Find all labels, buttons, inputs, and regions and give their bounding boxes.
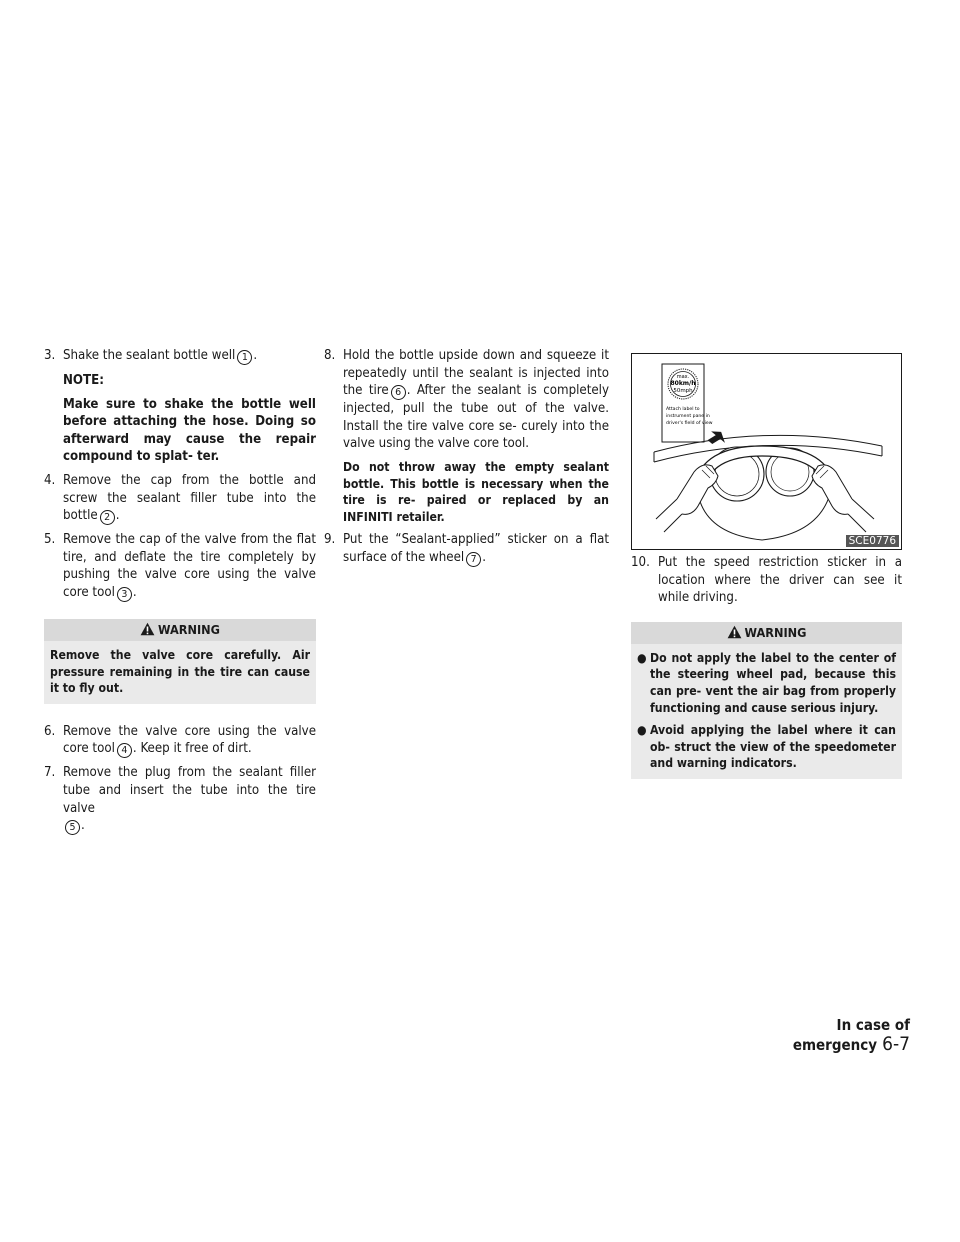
- step-number: 6.: [44, 723, 56, 739]
- sticker-mph: 50mph: [673, 388, 693, 394]
- step-5: 5. Remove the cap of the valve from the flat tire, and deflate the tire completely by pushing the valve core using the valve core tool 3 .: [44, 532, 316, 600]
- step-7: 7. Remove the plug from the sealant filler tube and insert the tube into the tire valve 5 .: [44, 765, 316, 834]
- step-3: 3. Shake the sealant bottle well 1 . NOTE: Make sure to shake the bottle well before attaching the hose. Doing so afterward may cause the repair compound to splat- ter.: [44, 348, 316, 465]
- warning-list: [631, 644, 902, 779]
- step-number: 10.: [631, 555, 650, 570]
- step-number: 7.: [44, 765, 56, 781]
- step-text: Remove the plug from the sealant filler tube and insert the tube into the tire valve: [63, 765, 316, 816]
- middle-column: [324, 347, 609, 573]
- page-number: 6-7: [882, 1032, 910, 1055]
- sticker-kmh: 80km/h: [670, 380, 696, 387]
- warning-box-2: [631, 622, 902, 779]
- callout-5: 5: [65, 820, 80, 835]
- warning-header: [44, 619, 316, 641]
- left-column: [44, 347, 316, 841]
- bullet-icon: ●: [637, 650, 647, 665]
- sticker-note-3: driver's field of view: [666, 421, 713, 426]
- steering-wheel-illustration: [632, 354, 903, 551]
- page-footer: [730, 1017, 910, 1055]
- note-text: Make sure to shake the bottle well before attaching the hose. Doing so afterward may cause the repair compound to splat- ter.: [63, 396, 316, 465]
- step-text: Put the “Sealant-applied” sticker on a flat surface of the wheel: [343, 532, 609, 565]
- step-number: 5.: [44, 532, 56, 548]
- callout-4: 4: [117, 743, 132, 758]
- step-6: 6. Remove the valve core using the valve core tool 4 . Keep it free of dirt.: [44, 723, 316, 757]
- callout-1: 1: [237, 350, 252, 365]
- step-text: Remove the valve core using the valve core tool: [63, 723, 316, 757]
- warning-bullet: ● Avoid applying the label where it can ob- struct the view of the speedometer and warning indicators.: [637, 723, 896, 771]
- step-text: Put the speed restriction sticker in a location where the driver can see it while driving.: [658, 555, 902, 606]
- step-number: 8.: [324, 348, 336, 363]
- warning-icon: [727, 625, 742, 639]
- callout-7: 7: [466, 552, 481, 567]
- step-10: [631, 554, 902, 607]
- callout-6: 6: [391, 385, 406, 400]
- step-text: Hold the bottle upside down and squeeze it repeatedly until the sealant is injected into the tire: [343, 348, 609, 399]
- warning-header: [631, 622, 902, 644]
- step-8: 8. Hold the bottle upside down and squeeze it repeatedly until the sealant is injected into the tire 6 . After the sealant is completely injected, pull the tube out of the valve. Install the tire valve core se- curely into the valve using the valve core tool. Do not throw away the empty sealant bottle. This bottle is necessary when the tire is re- paired or replaced by an INFINITI retailer.: [324, 348, 609, 524]
- step-number: 3.: [44, 348, 56, 363]
- step-number: 9.: [324, 532, 336, 548]
- figure-code: SCE0776: [846, 535, 899, 547]
- bottle-note: Do not throw away the empty sealant bottle. This bottle is necessary when the tire is re- paired or replaced by an INFINITI retailer.: [343, 459, 609, 524]
- step-text: Shake the sealant bottle well: [63, 348, 236, 363]
- bullet-icon: ●: [637, 723, 647, 738]
- warning-text: Remove the valve core carefully. Air pressure remaining in the tire can cause it to fly out.: [50, 647, 310, 696]
- warning-label: WARNING: [744, 624, 807, 640]
- callout-3: 3: [117, 587, 132, 602]
- speed-sticker-figure: [631, 353, 902, 550]
- callout-2: 2: [100, 510, 115, 525]
- sticker-max: max.: [676, 374, 690, 380]
- warning-label: WARNING: [158, 621, 220, 637]
- note-label: NOTE:: [63, 373, 104, 388]
- step-text: Remove the cap from the bottle and screw the sealant filler tube into the bottle: [63, 472, 316, 524]
- warning-box: [44, 619, 316, 704]
- step-9: 9. Put the “Sealant-applied” sticker on a flat surface of the wheel 7 .: [324, 532, 609, 565]
- sticker-note-1: Attach label to: [666, 407, 700, 412]
- step-number: 4.: [44, 472, 56, 488]
- step-4: 4. Remove the cap from the bottle and screw the sealant filler tube into the bottle 2 .: [44, 472, 316, 524]
- warning-bullet: ● Do not apply the label to the center of the steering wheel pad, because this can pre- vent the air bag from properly functioning and cause serious injury.: [637, 650, 896, 715]
- step-text: Remove the cap of the valve from the flat tire, and deflate the tire completely by pushing the valve core using the valve core tool: [63, 532, 316, 600]
- warning-icon: [140, 622, 155, 636]
- sticker-note-2: instrument pane in: [666, 414, 710, 419]
- right-column: [631, 353, 902, 798]
- section-title: In case of emergency: [792, 1016, 910, 1054]
